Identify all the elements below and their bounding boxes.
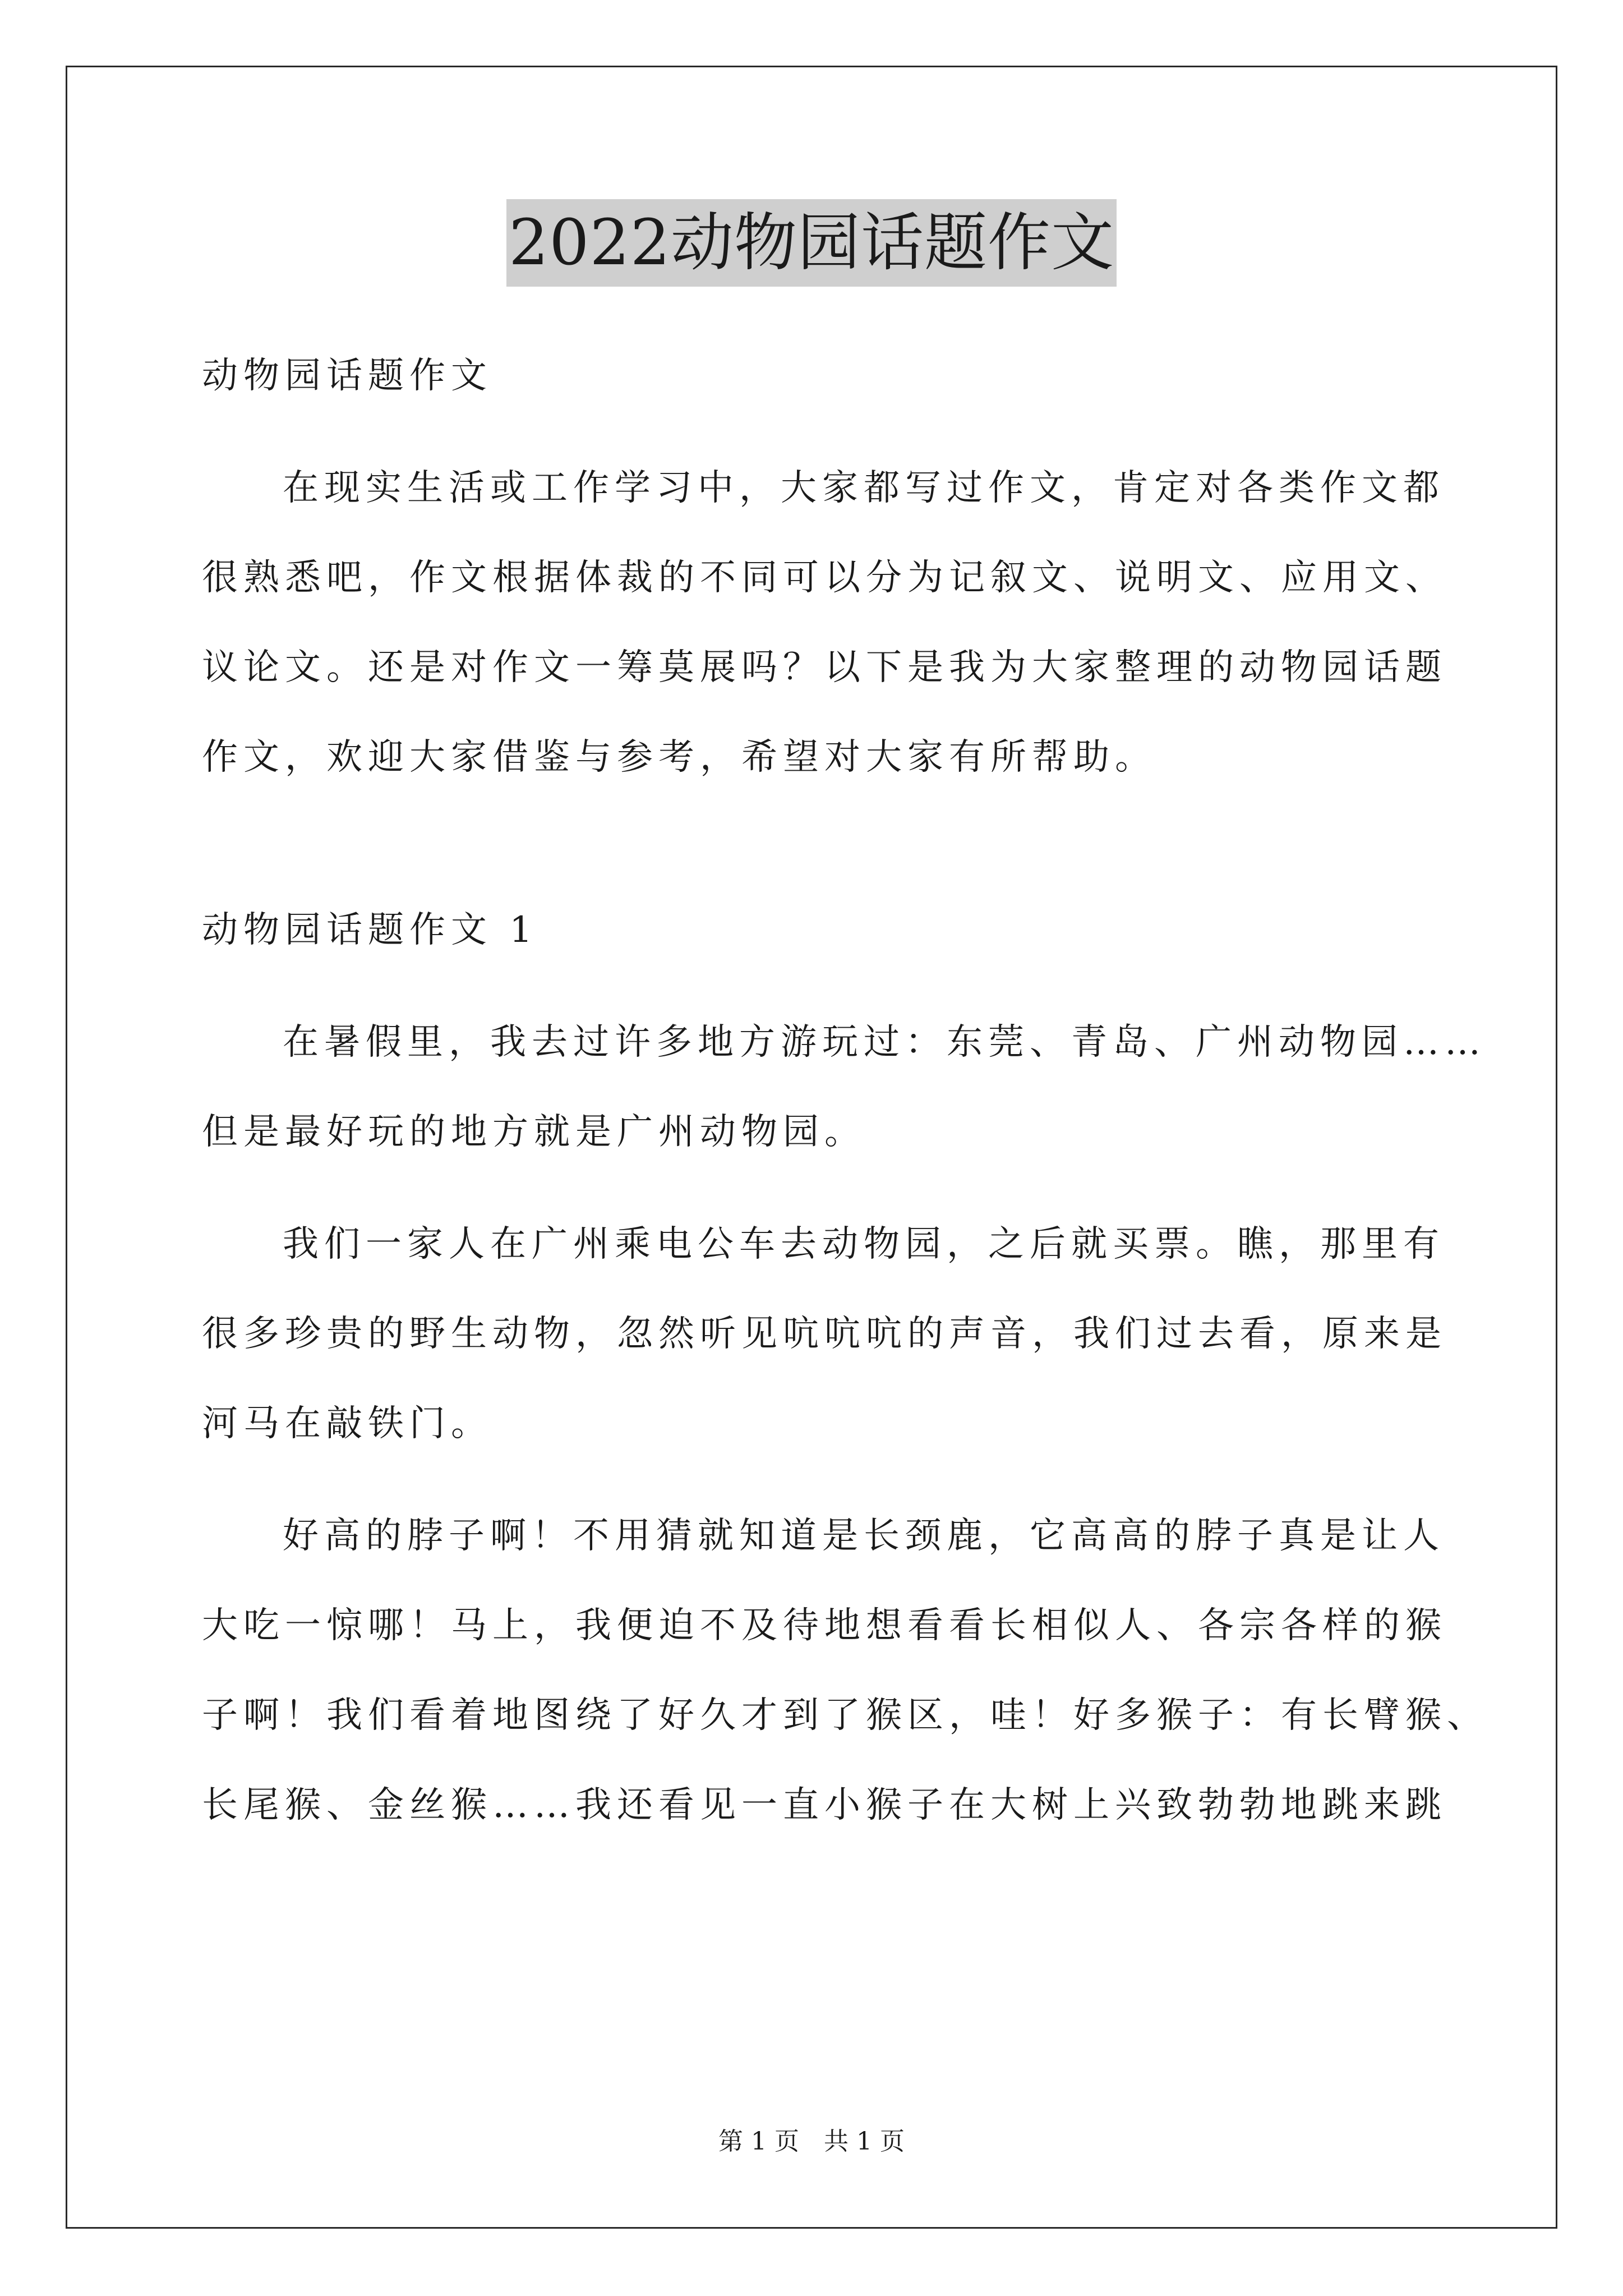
paragraph-line: 我们一家人在广州乘电公车去动物园，之后就买票。瞧，那里有: [283, 1223, 1445, 1265]
paragraph-line: 但是最好玩的地方就是广州动物园。: [202, 1111, 866, 1153]
paragraph-line: 很熟悉吧，作文根据体裁的不同可以分为记叙文、说明文、应用文、: [202, 557, 1447, 599]
title-container: [0, 199, 1623, 287]
paragraph-line: 子啊！我们看着地图绕了好久才到了猴区，哇！好多猴子：有长臂猴、: [202, 1695, 1488, 1736]
section-heading: 动物园话题作文: [202, 355, 492, 397]
paragraph-line: 很多珍贵的野生动物，忽然听见吭吭吭的声音，我们过去看，原来是: [202, 1313, 1447, 1355]
section-heading: 动物园话题作文 1: [202, 909, 538, 951]
paragraph-line: 好高的脖子啊！不用猜就知道是长颈鹿，它高高的脖子真是让人: [283, 1515, 1445, 1557]
paragraph-line: 长尾猴、金丝猴……我还看见一直小猴子在大树上兴致勃勃地跳来跳: [202, 1784, 1447, 1826]
document-title: 2022动物园话题作文: [506, 199, 1117, 287]
paragraph-line: 大吃一惊哪！马上，我便迫不及待地想看看长相似人、各宗各样的猴: [202, 1605, 1447, 1646]
paragraph-line: 作文，欢迎大家借鉴与参考，希望对大家有所帮助。: [202, 737, 1156, 778]
paragraph-line: 在暑假里，我去过许多地方游玩过：东莞、青岛、广州动物园……: [283, 1022, 1486, 1063]
page-footer: 第 1 页 共 1 页: [718, 2127, 905, 2156]
document-body: [202, 331, 1488, 1850]
paragraph-line: 河马在敲铁门。: [202, 1403, 492, 1444]
paragraph-line: 在现实生活或工作学习中，大家都写过作文，肯定对各类作文都: [283, 467, 1445, 509]
paragraph-line: 议论文。还是对作文一筹莫展吗？以下是我为大家整理的动物园话题: [202, 647, 1447, 688]
